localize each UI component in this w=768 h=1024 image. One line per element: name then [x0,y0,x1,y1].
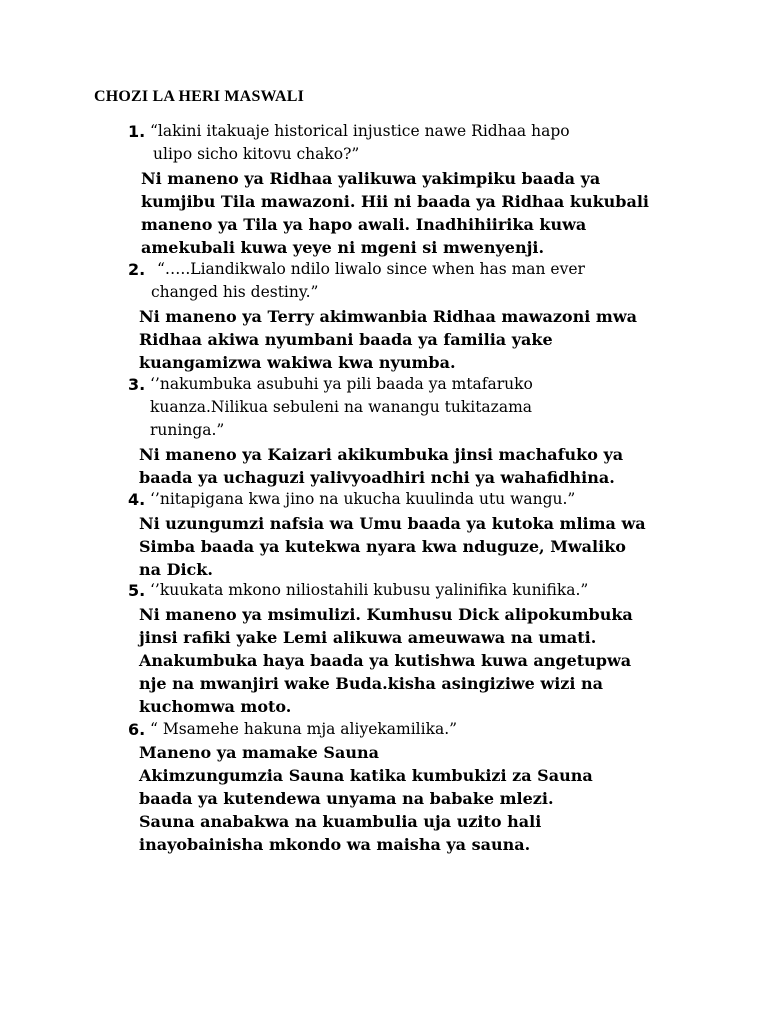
answer-line: kumjibu Tila mawazoni. Hii ni baada ya Ridhaa kukubali [141,192,650,211]
answer-text [139,741,593,856]
answer-line: na Dick. [139,560,213,579]
quote-line: ‘’nitapigana kwa jino na ukucha kuulinda utu wangu.” [150,490,576,508]
quote-line: “…..Liandikwalo ndilo liwalo since when has man ever [157,260,585,278]
quote-line: ‘’nakumbuka asubuhi ya pili baada ya mtafaruko [150,375,533,393]
answer-line: Ni uzungumzi nafsia wa Umu baada ya kutoka mlima wa [139,514,646,533]
quote-line: ulipo sicho kitovu chako?” [153,145,360,163]
page-title: CHOZI LA HERI MASWALI [94,88,305,105]
answer-text [139,603,633,718]
question-quote [150,718,457,741]
quote-line: runinga.” [150,421,225,439]
answer-line: baada ya kutendewa unyama na babake mlezi. [139,789,554,808]
question-quote [150,488,575,511]
quote-line: changed his destiny.” [151,283,319,301]
question-number: 4. [128,490,146,509]
quote-line: kuanza.Nilikua sebuleni na wanangu tukitazama [150,398,533,416]
answer-line: Ni maneno ya msimulizi. Kumhusu Dick alipokumbuka [139,605,633,624]
answer-line: inayobainisha mkondo wa maisha ya sauna. [139,835,531,854]
answer-line: jinsi rafiki yake Lemi alikuwa ameuwawa na umati. [139,628,597,647]
question-quote [150,120,570,166]
answer-line: Ni maneno ya Kaizari akikumbuka jinsi machafuko ya [139,445,624,464]
answer-text [141,167,649,259]
answer-line: Simba baada ya kutekwa nyara kwa nduguze, Mwaliko [139,537,626,556]
question-quote [150,579,588,602]
question-quote [150,373,533,442]
answer-line: Maneno ya mamake Sauna [139,743,379,762]
quote-line: ‘’kuukata mkono niliostahili kubusu yalinifika kunifika.” [150,581,589,599]
question-number: 3. [128,375,146,394]
answer-line: Sauna anabakwa na kuambulia uja uzito hali [139,812,542,831]
answer-line: nje na mwanjiri wake Buda.kisha asingiziwe wizi na [139,674,604,693]
question-number: 6. [128,720,146,739]
answer-line: Ni maneno ya Terry akimwanbia Ridhaa mawazoni mwa [139,307,637,326]
answer-line: amekubali kuwa yeye ni mgeni si mwenyenji. [141,238,545,257]
answer-text [139,443,623,489]
answer-line: Akimzungumzia Sauna katika kumbukizi za Sauna [139,766,593,785]
quote-line: “lakini itakuaje historical injustice nawe Ridhaa hapo [150,122,570,140]
answer-line: baada ya uchaguzi yalivyoadhiri nchi ya wahafidhina. [139,468,615,487]
answer-line: Anakumbuka haya baada ya kutishwa kuwa angetupwa [139,651,632,670]
answer-text [139,305,637,374]
question-number: 1. [128,122,146,141]
answer-line: kuchomwa moto. [139,697,292,716]
question-number: 2. [128,260,146,279]
answer-line: Ridhaa akiwa nyumbani baada ya familia yake [139,330,553,349]
quote-line: “ Msamehe hakuna mja aliyekamilika.” [150,720,458,738]
answer-line: Ni maneno ya Ridhaa yalikuwa yakimpiku baada ya [141,169,601,188]
question-quote [151,258,585,304]
question-number: 5. [128,581,146,600]
answer-text [139,512,646,581]
answer-line: kuangamizwa wakiwa kwa nyumba. [139,353,456,372]
answer-line: maneno ya Tila ya hapo awali. Inadhihiirika kuwa [141,215,587,234]
